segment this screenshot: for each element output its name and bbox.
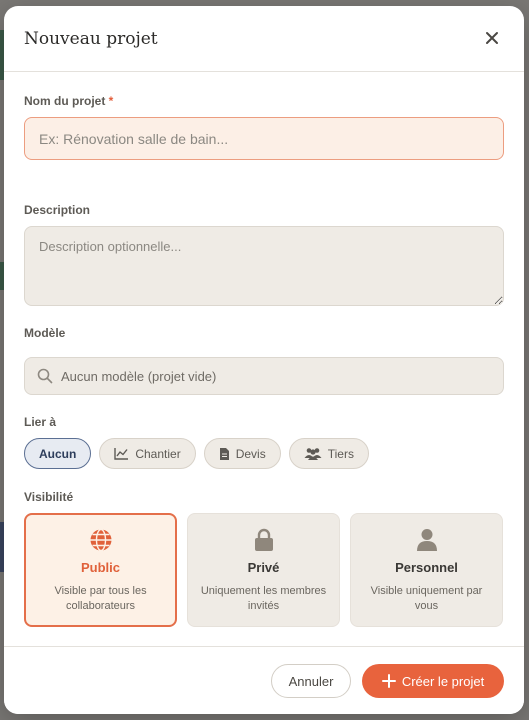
link-label: Lier à — [24, 415, 57, 429]
project-name-label — [24, 94, 113, 108]
description-label: Description — [24, 203, 91, 217]
link-option-label: Chantier — [135, 446, 181, 461]
globe-icon — [89, 528, 113, 552]
plus-icon — [382, 674, 396, 688]
template-select-value: Aucun modèle (projet vide) — [61, 368, 217, 384]
visibility-option-title: Personnel — [395, 560, 458, 575]
cancel-button[interactable]: Annuler — [271, 664, 351, 698]
visibility-option-title: Public — [80, 560, 120, 575]
visibility-option-public[interactable] — [24, 513, 177, 627]
users-icon — [304, 447, 322, 460]
link-option-label: Tiers — [327, 446, 354, 461]
required-mark: * — [108, 94, 114, 108]
visibility-option-description: Visible uniquement par vous — [370, 585, 483, 612]
lock-icon — [253, 528, 275, 552]
search-icon — [37, 368, 53, 384]
dialog-header — [4, 6, 524, 72]
visibility-option-personal[interactable] — [350, 513, 503, 627]
visibility-option-description: Uniquement les membres invités — [200, 585, 327, 612]
create-project-label: Créer le projet — [401, 673, 485, 689]
new-project-dialog — [4, 6, 524, 714]
create-project-button[interactable] — [362, 664, 504, 698]
link-option-chantier[interactable] — [99, 438, 195, 469]
project-name-input[interactable] — [24, 117, 504, 160]
visibility-label: Visibilité — [24, 490, 74, 504]
template-select[interactable] — [24, 357, 504, 395]
close-button[interactable] — [482, 28, 502, 48]
dialog-footer — [4, 646, 524, 714]
link-option-tiers[interactable] — [289, 438, 369, 469]
link-option-devis[interactable] — [204, 438, 281, 469]
visibility-options — [24, 513, 503, 627]
visibility-option-description: Visible par tous les collaborateurs — [54, 585, 147, 612]
template-label: Modèle — [24, 326, 66, 340]
description-textarea[interactable] — [24, 226, 504, 306]
project-name-label-text: Nom du projet — [24, 94, 106, 108]
document-icon — [219, 447, 230, 461]
chart-line-icon — [114, 447, 129, 460]
link-option-label: Devis — [235, 446, 266, 461]
close-icon — [485, 31, 499, 45]
link-option-none[interactable] — [24, 438, 91, 469]
link-option-label: Aucun — [39, 446, 77, 461]
user-icon — [416, 528, 438, 552]
dialog-title: Nouveau projet — [24, 29, 158, 49]
visibility-option-private[interactable] — [187, 513, 340, 627]
visibility-option-title: Privé — [247, 560, 280, 575]
link-options — [24, 438, 369, 469]
